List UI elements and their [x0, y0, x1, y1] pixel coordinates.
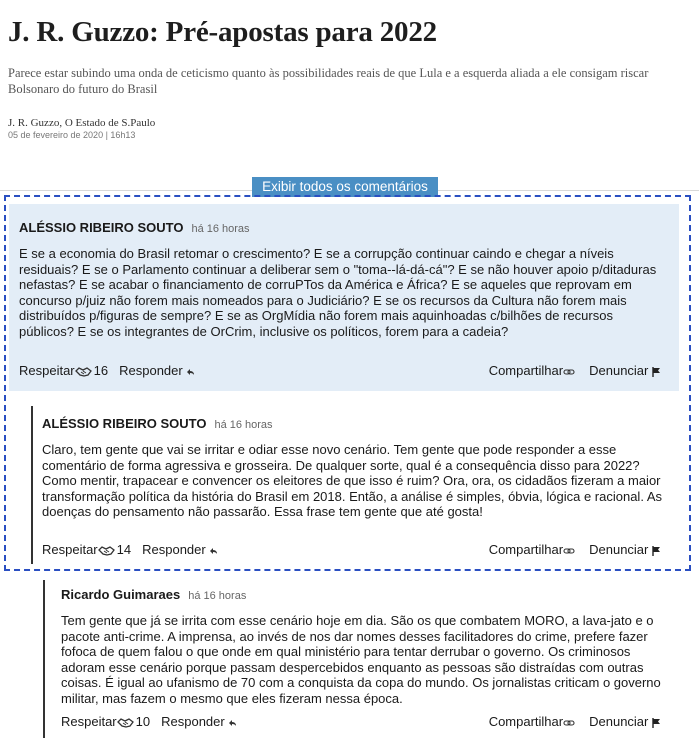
flag-icon: [652, 718, 661, 728]
respect-count: 14: [116, 542, 132, 557]
link-icon: [563, 368, 575, 376]
respect-label: Respeitar: [61, 714, 117, 729]
comment-actions: [33, 542, 679, 558]
respect-button[interactable]: [61, 714, 150, 730]
reply-button[interactable]: [142, 542, 218, 558]
respect-button[interactable]: [19, 363, 108, 379]
reply-button[interactable]: [119, 363, 195, 379]
reply-arrow-icon: [228, 719, 237, 727]
comment-main: [9, 204, 679, 391]
report-button[interactable]: [589, 542, 661, 558]
comment-time: há 16 horas: [191, 223, 250, 235]
link-icon: [563, 547, 575, 555]
share-label: Compartilhar: [488, 542, 564, 557]
respect-label: Respeitar: [19, 363, 75, 378]
share-button[interactable]: [489, 714, 575, 730]
respect-count: 10: [135, 714, 151, 729]
article-byline: J. R. Guzzo, O Estado de S.Paulo: [8, 117, 156, 129]
comment-author[interactable]: ALÉSSIO RIBEIRO SOUTO: [19, 220, 184, 235]
article-title: J. R. Guzzo: Pré-apostas para 2022: [8, 16, 437, 48]
handshake-icon: [117, 717, 134, 728]
share-button[interactable]: [489, 363, 575, 379]
report-label: Denunciar: [589, 363, 649, 378]
reply-arrow-icon: [209, 547, 218, 555]
comment-actions: [9, 363, 679, 379]
share-button[interactable]: [489, 542, 575, 558]
respect-label: Respeitar: [42, 542, 98, 557]
comment-text: Tem gente que já se irrita com esse cenário hoje em dia. São os que combatem MORO, a lava-jato e o pacote anti-crime. A imprensa, ao invés de nos dar nomes desses facilitadores do crime, prefere fazer fofoca de quem falou o que onde em qual ministério para tentar derrubar o governo. Os criminosos adoram esse cenário porque passam despercebidos enquanto as pessoas são distraídas com outras coisas. É igual ao ufanismo de 70 com a conquista da copa do mundo. Os jornalistas criticam o governo militar, mas fazem o mesmo que eles fizeram nessa época.: [61, 613, 661, 706]
reply-label: Responder: [161, 714, 225, 729]
article-date: 05 de fevereiro de 2020 | 16h13: [8, 130, 136, 140]
share-label: Compartilhar: [488, 363, 564, 378]
comment-author[interactable]: ALÉSSIO RIBEIRO SOUTO: [42, 416, 207, 431]
comment-header: [42, 416, 679, 433]
comment-reply: [43, 580, 679, 738]
comment-time: há 16 horas: [188, 590, 247, 602]
respect-button[interactable]: [42, 542, 131, 558]
comment-header: [19, 220, 679, 237]
comment-right-actions: [489, 363, 661, 379]
comment-actions: [45, 714, 679, 730]
link-icon: [563, 719, 575, 727]
article-subtitle: Parece estar subindo uma onda de ceticismo quanto às possibilidades reais de que Lula e a esquerda aliada a ele consigam riscar Bolsonaro do futuro do Brasil: [8, 66, 649, 96]
comment-reply: [31, 406, 679, 564]
report-button[interactable]: [589, 363, 661, 379]
reply-button[interactable]: [161, 714, 237, 730]
show-all-comments-button[interactable]: Exibir todos os comentários: [252, 177, 438, 197]
comment-author[interactable]: Ricardo Guimaraes: [61, 587, 181, 602]
comment-text: Claro, tem gente que vai se irritar e odiar esse novo cenário. Tem gente que pode responder a esse comentário de forma agressiva e grosseira. De qualquer sorte, qual é a consequência disso para 2022? Como mentir, trapacear e convencer os eleitores de que isso é ruim? Ora, ora, os cidadãos fizeram a maior transformação política da história do Brasil em 2018. Então, a análise é simples, óbvia, lógica e racional. As doenças do pensamento não passarão. Essa frase tem gente que até gosta!: [42, 442, 663, 519]
comment-right-actions: [489, 714, 661, 730]
comment-right-actions: [489, 542, 661, 558]
reply-label: Responder: [119, 363, 183, 378]
comment-text: E se a economia do Brasil retomar o crescimento? E se a corrupção continuar caindo e chegar a níveis residuais? E se o Parlamento continuar a deliberar sem o "toma--lá-dá-cá"? E se não houver apoio p/ditaduras nefastas? E se acabar o financiamento de corruPTos da América e África? E se aqueles que reprovam em concurso p/juiz não forem mais nomeados para o Judiciário? E se os recursos da Cultura não forem mais distribuídos p/figuras de sempre? E se as OrgMídia não forem mais aquinhoadas c/bilhões de recursos públicos? E se os integrantes de OrCrim, inclusive os políticos, forem para a cadeia?: [19, 246, 657, 339]
respect-count: 16: [93, 363, 109, 378]
comment-time: há 16 horas: [214, 419, 273, 431]
reply-arrow-icon: [186, 368, 195, 376]
report-label: Denunciar: [589, 714, 649, 729]
report-button[interactable]: [589, 714, 661, 730]
flag-icon: [652, 546, 661, 556]
share-label: Compartilhar: [488, 714, 564, 729]
comment-header: [61, 587, 679, 604]
flag-icon: [652, 367, 661, 377]
reply-label: Responder: [142, 542, 206, 557]
handshake-icon: [98, 545, 115, 556]
handshake-icon: [75, 366, 92, 377]
report-label: Denunciar: [589, 542, 649, 557]
